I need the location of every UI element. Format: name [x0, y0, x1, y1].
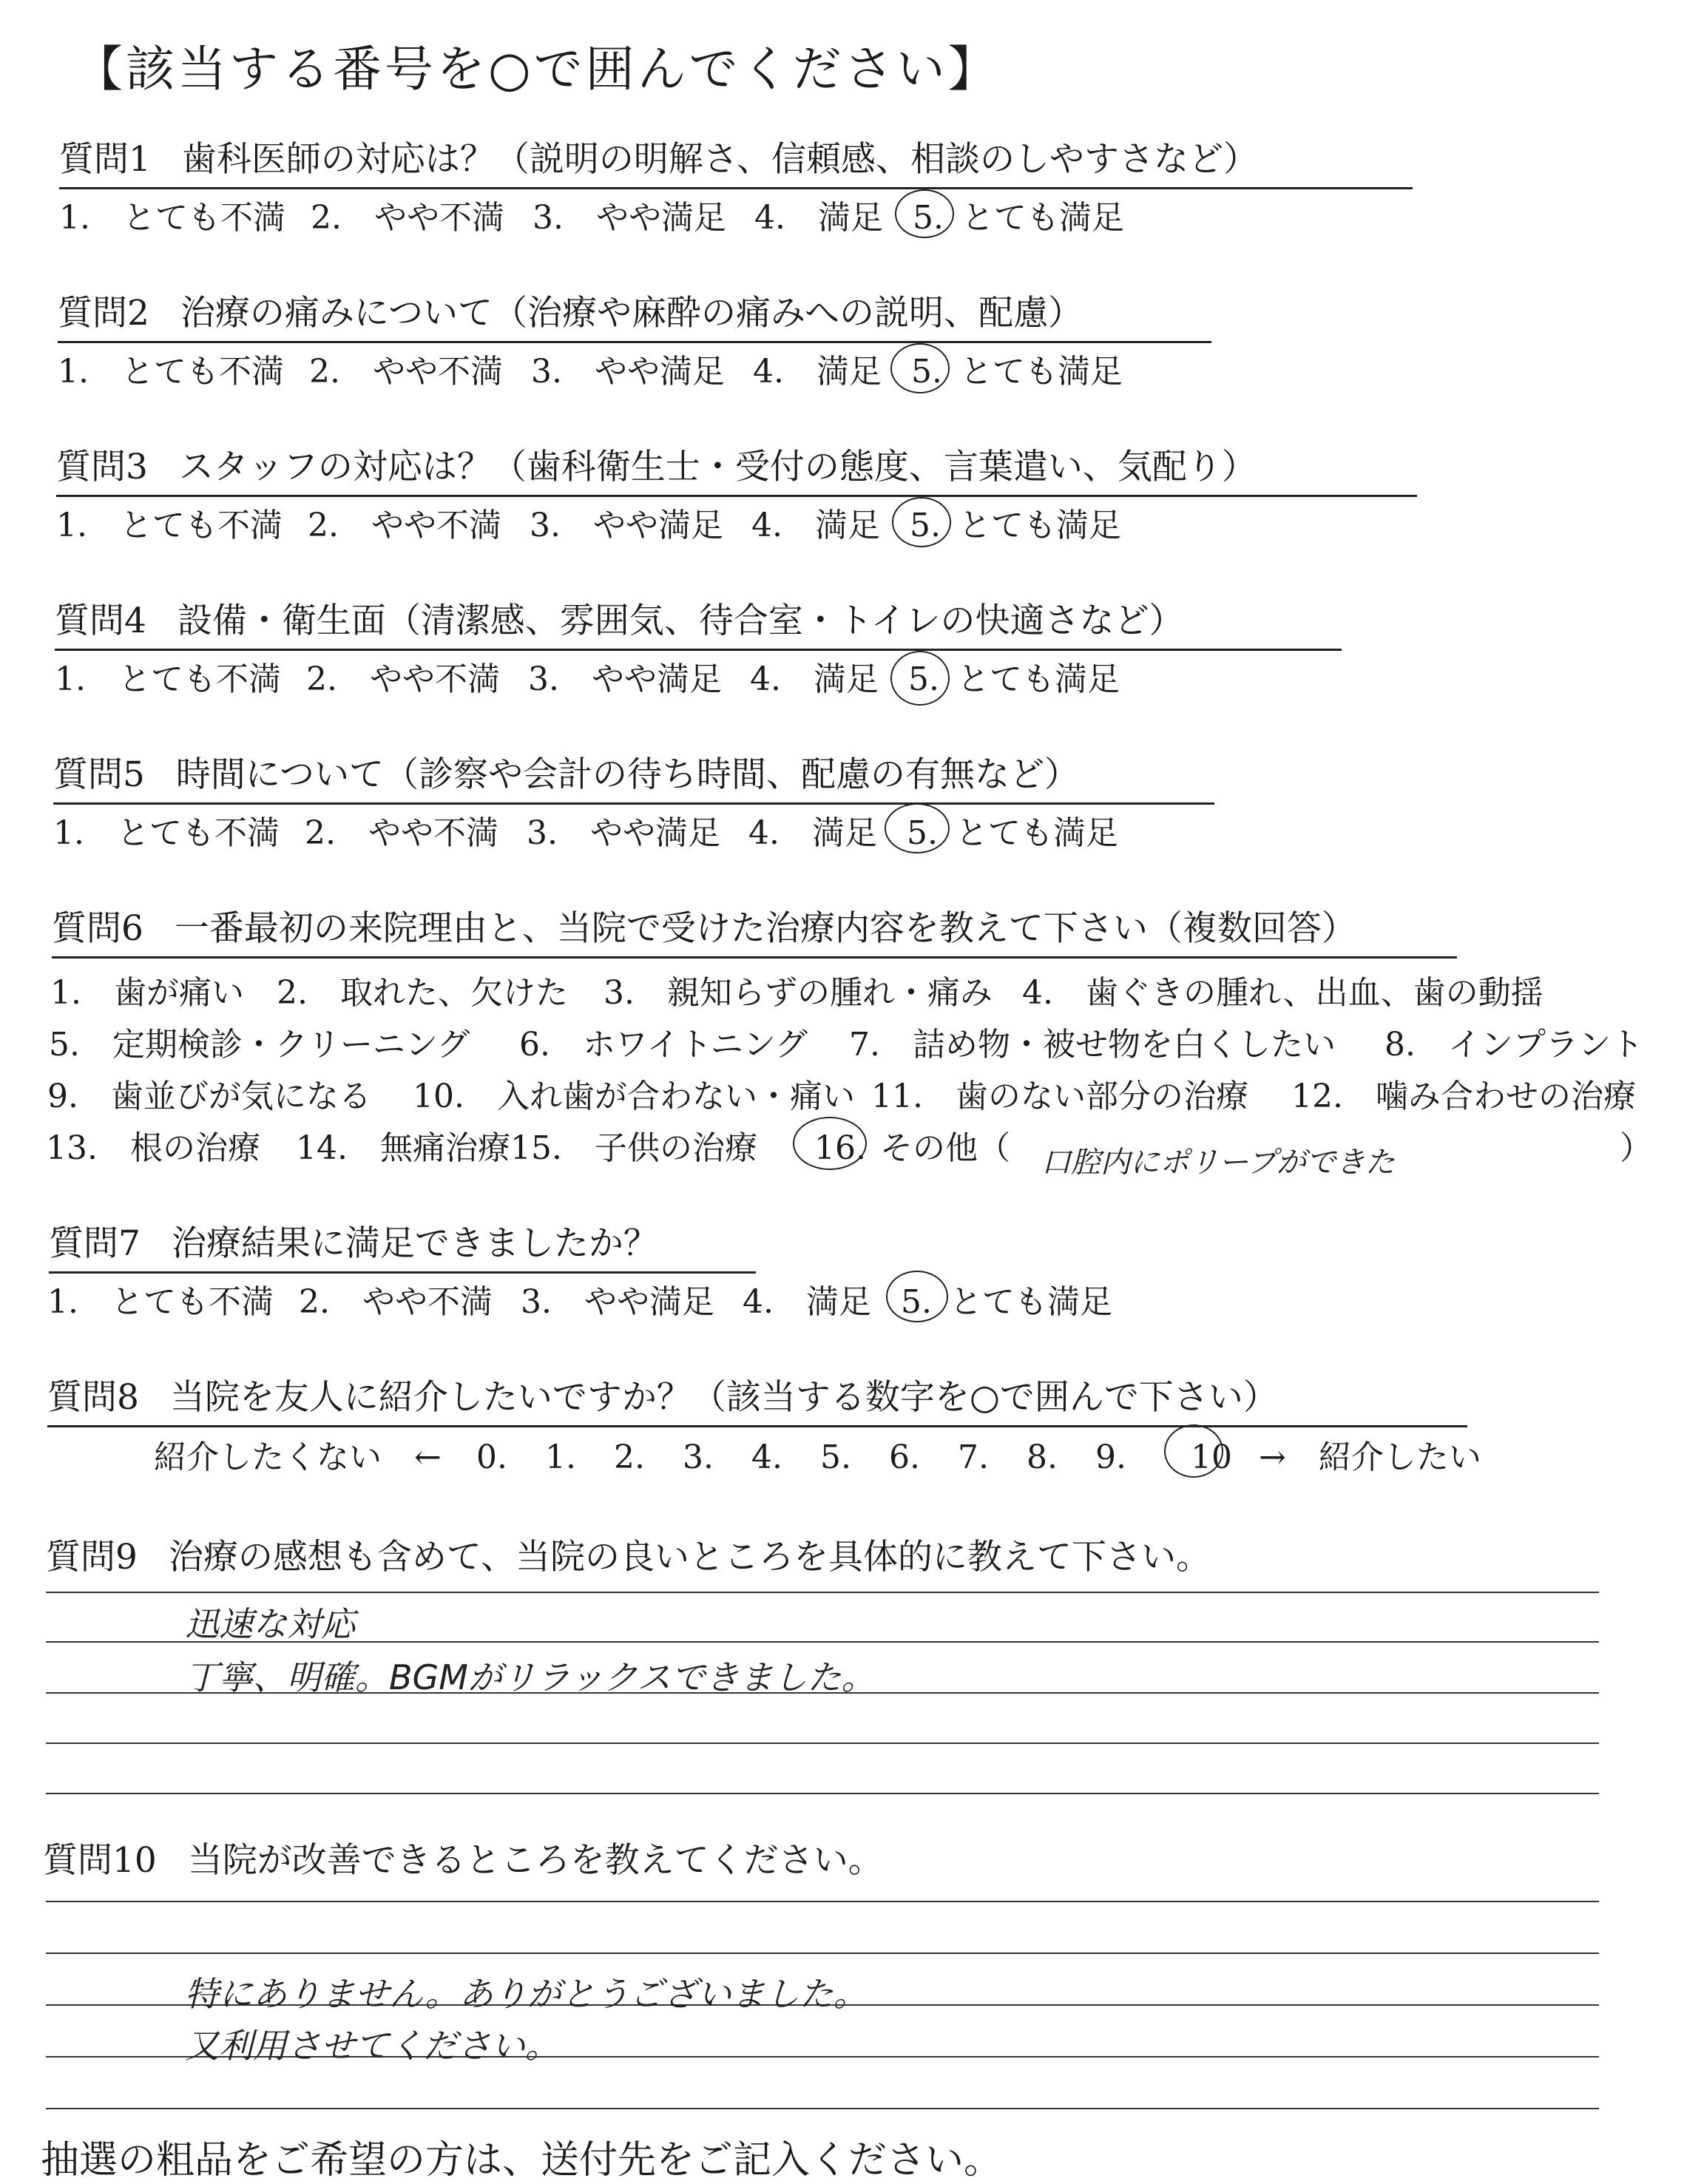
question-number: 質問1 — [59, 139, 151, 180]
answer-scale — [53, 806, 1118, 853]
selected-answer-circle — [793, 1117, 867, 1170]
selected-answer-circle — [885, 803, 950, 853]
option[interactable]: 12. 噛み合わせの治療 — [1291, 1078, 1636, 1115]
option-5[interactable]: 5. — [908, 660, 939, 698]
option-5[interactable]: 5. — [907, 814, 938, 852]
answer-scale — [58, 345, 1123, 392]
question-number: 質問10 — [43, 1840, 157, 1881]
option[interactable]: 10. 入れ歯が合わない・痛い — [413, 1078, 855, 1115]
answer-line — [46, 1953, 1599, 1954]
question-title — [58, 285, 1211, 343]
option-5[interactable]: 5. — [913, 199, 944, 237]
option-2[interactable]: 2. やや不満 — [309, 353, 503, 391]
answer-scale — [56, 498, 1121, 546]
answer-line — [46, 2108, 1599, 2109]
question-number: 質問8 — [47, 1377, 139, 1418]
question-title — [47, 1370, 1467, 1427]
question-title — [46, 1529, 1211, 1585]
score-5[interactable]: 5. — [820, 1438, 851, 1476]
score-2[interactable]: 2. — [614, 1438, 645, 1476]
scale-right-label: → 紹介したい — [1259, 1438, 1481, 1476]
selected-answer-circle — [1164, 1424, 1223, 1478]
option[interactable]: 3. 親知らずの腫れ・痛み — [604, 974, 993, 1012]
score-4[interactable]: 4. — [751, 1438, 782, 1476]
question-number: 質問9 — [46, 1537, 138, 1578]
question-title — [49, 1216, 756, 1274]
option-2[interactable]: 2. やや不満 — [306, 660, 500, 698]
other-close-paren: ） — [1620, 1129, 1652, 1167]
question-text: 歯科医師の対応は？（説明の明解さ、信頼感、相談のしやすさなど） — [181, 139, 1259, 180]
option[interactable]: 13. 根の治療 — [46, 1129, 260, 1167]
answer-line — [46, 1793, 1599, 1794]
question-text: 当院が改善できるところを教えてください。 — [187, 1840, 883, 1881]
question-title — [53, 747, 1214, 805]
option-2[interactable]: 2. やや不満 — [311, 199, 504, 237]
question-title — [59, 132, 1413, 189]
question-text: スタッフの対応は？（歯科衛生士・受付の態度、言葉遣い、気配り） — [178, 447, 1257, 487]
option[interactable]: 14. 無痛治療 — [296, 1129, 510, 1167]
option-3[interactable]: 3. やや満足 — [532, 199, 726, 237]
option-1[interactable]: 1. とても不満 — [53, 814, 280, 852]
option-3[interactable]: 3. やや満足 — [531, 353, 725, 391]
question-title — [55, 593, 1342, 651]
option-other[interactable]: その他（ — [880, 1129, 1010, 1167]
option-3[interactable]: 3. やや満足 — [528, 660, 722, 698]
question-number: 質問6 — [52, 908, 143, 949]
option-row-1 — [50, 966, 1544, 1013]
option-4[interactable]: 4. 満足 — [753, 353, 882, 391]
option[interactable]: 5. 定期検診・クリーニング — [49, 1026, 470, 1064]
option[interactable]: 1. 歯が痛い — [50, 974, 244, 1012]
option-5[interactable]: 5. — [910, 507, 941, 544]
question-text: 治療結果に満足できましたか？ — [171, 1223, 658, 1264]
question-text: 治療の感想も含めて、当院の良いところを具体的に教えて下さい。 — [168, 1537, 1211, 1578]
option-16[interactable]: 16. — [814, 1129, 866, 1167]
question-text: 一番最初の来院理由と、当院で受けた治療内容を教えて下さい（複数回答） — [174, 908, 1356, 949]
option[interactable]: 4. 歯ぐきの腫れ、出血、歯の動揺 — [1022, 974, 1544, 1012]
answer-scale — [55, 652, 1120, 700]
option[interactable]: 15. 子供の治療 — [510, 1129, 757, 1167]
question-text: 治療の痛みについて（治療や麻酔の痛みへの説明、配慮） — [180, 293, 1083, 334]
footer-note: 抽選の粗品をご希望の方は、送付先をご記入ください。 — [41, 2138, 1003, 2183]
score-0[interactable]: 0. — [476, 1438, 507, 1476]
score-3[interactable]: 3. — [683, 1438, 714, 1476]
handwritten-answer-line: 迅速な対応 — [185, 1604, 355, 1644]
option-1[interactable]: 1. とても不満 — [58, 353, 284, 391]
option-row-3 — [47, 1069, 1636, 1117]
option-1[interactable]: 1. とても不満 — [55, 660, 281, 698]
answer-scale — [47, 1275, 1112, 1322]
option-5-label: とても満足 — [960, 353, 1123, 391]
selected-answer-circle — [886, 1271, 948, 1322]
selected-answer-circle — [890, 343, 950, 393]
score-8[interactable]: 8. — [1027, 1438, 1058, 1476]
selected-answer-circle — [892, 497, 951, 547]
answer-line — [46, 1742, 1599, 1744]
question-title — [52, 901, 1457, 959]
option-5-label: とても満足 — [957, 660, 1120, 698]
option-4[interactable]: 4. 満足 — [748, 814, 877, 852]
option[interactable]: 8. インプラント — [1384, 1026, 1643, 1064]
option[interactable]: 11. 歯のない部分の治療 — [871, 1078, 1248, 1115]
score-1[interactable]: 1. — [545, 1438, 576, 1476]
option-1[interactable]: 1. とても不満 — [47, 1283, 274, 1321]
option-3[interactable]: 3. やや満足 — [521, 1283, 714, 1321]
option-5-label: とても満足 — [956, 814, 1118, 852]
option-5-label: とても満足 — [950, 1283, 1112, 1321]
score-10[interactable]: 10 — [1191, 1438, 1232, 1476]
option-3[interactable]: 3. やや満足 — [530, 507, 723, 544]
handwritten-answer-line: 特にありません。ありがとうございました。 — [185, 1974, 868, 2014]
question-number: 質問4 — [55, 601, 146, 641]
form-header: 【該当する番号を○で囲んでください】 — [74, 41, 1000, 98]
option-4[interactable]: 4. 満足 — [750, 660, 879, 698]
option-5-label: とても満足 — [961, 199, 1124, 237]
option-2[interactable]: 2. やや不満 — [305, 814, 498, 852]
question-title — [56, 439, 1417, 497]
option-4[interactable]: 4. 満足 — [754, 199, 883, 237]
option-1[interactable]: 1. とても不満 — [56, 507, 283, 544]
answer-line — [46, 1592, 1599, 1593]
question-title — [43, 1833, 883, 1888]
option[interactable]: 6. ホワイトニング — [519, 1026, 808, 1064]
option-5-label: とても満足 — [958, 507, 1121, 544]
question-text: 設備・衛生面（清潔感、雰囲気、待合室・トイレの快適さなど） — [177, 601, 1184, 641]
option-2[interactable]: 2. やや不満 — [308, 507, 501, 544]
score-6[interactable]: 6. — [889, 1438, 920, 1476]
question-text: 時間について（診察や会計の待ち時間、配慮の有無など） — [175, 754, 1079, 795]
handwritten-answer-line: 丁寧、明確。BGMがリラックスできました。 — [185, 1657, 876, 1697]
question-text: 当院を友人に紹介したいですか？（該当する数字を○で囲んで下さい） — [169, 1377, 1278, 1418]
selected-answer-circle — [890, 651, 950, 706]
option-1[interactable]: 1. とても不満 — [59, 199, 285, 237]
option-5[interactable]: 5. — [901, 1283, 932, 1321]
option[interactable]: 9. 歯並びが気になる — [47, 1078, 371, 1115]
selected-answer-circle — [895, 189, 954, 238]
option-4[interactable]: 4. 満足 — [743, 1283, 871, 1321]
question-number: 質問2 — [58, 293, 149, 334]
option-3[interactable]: 3. やや満足 — [527, 814, 720, 852]
question-number: 質問5 — [53, 754, 145, 795]
question-number: 質問3 — [56, 447, 148, 487]
option-4[interactable]: 4. 満足 — [751, 507, 880, 544]
scale-left-label: 紹介したくない ← — [154, 1438, 442, 1476]
option-5[interactable]: 5. — [911, 353, 942, 391]
question-number: 質問7 — [49, 1223, 141, 1264]
option[interactable]: 7. 詰め物・被せ物を白くしたい — [849, 1026, 1336, 1064]
handwritten-answer-line: 又利用させてください。 — [185, 2026, 559, 2066]
option[interactable]: 2. 取れた、欠けた — [277, 974, 568, 1012]
score-7[interactable]: 7. — [958, 1438, 989, 1476]
answer-scale — [59, 191, 1124, 238]
score-9[interactable]: 9. — [1095, 1438, 1126, 1476]
option-row-2 — [49, 1018, 1643, 1065]
recommend-scale — [154, 1430, 1481, 1478]
other-answer-handwriting: 口腔内にポリープができた — [1041, 1146, 1395, 1180]
answer-line — [46, 1901, 1599, 1902]
option-2[interactable]: 2. やや不満 — [299, 1283, 493, 1321]
